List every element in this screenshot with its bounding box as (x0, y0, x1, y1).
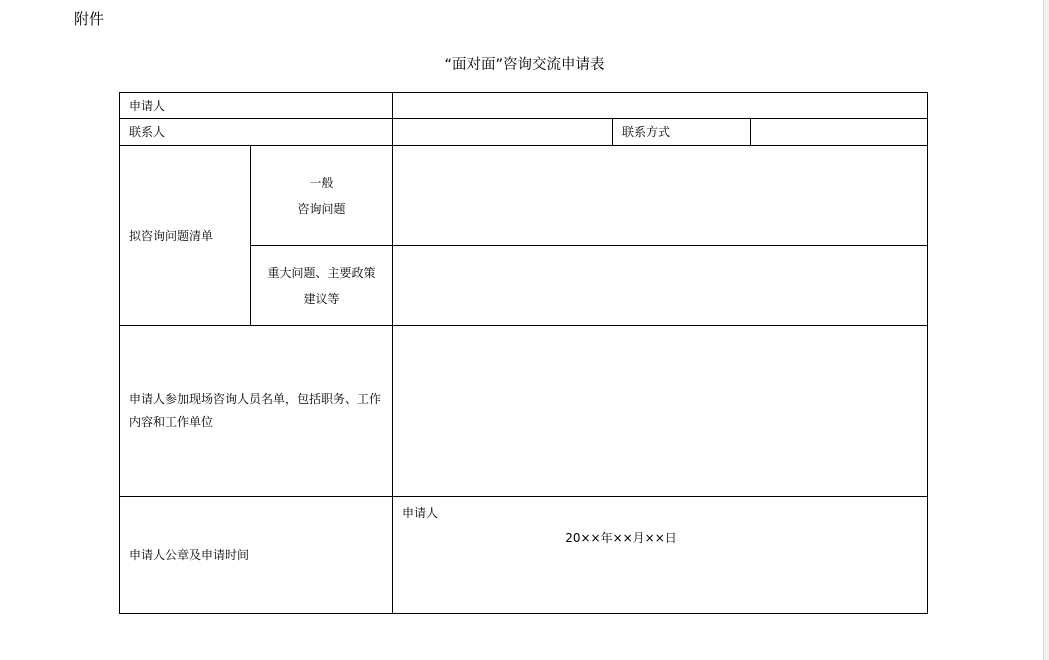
general-questions-line1: 一般 (309, 175, 334, 190)
contact-label-cell (119, 118, 393, 146)
applicant-label-cell (119, 92, 393, 119)
attendees-label-cell (119, 325, 393, 497)
seal-label-cell (119, 496, 393, 614)
attendees-label-line1: 申请人参加现场咨询人员名单，包括职务、工作 (129, 392, 382, 406)
contact-method-label-cell (612, 118, 751, 146)
contact-label: 联系人 (129, 125, 166, 139)
major-issues-line2: 建议等 (303, 291, 340, 306)
attendees-label-line2: 内容和工作单位 (129, 415, 214, 429)
major-issues-label-cell (250, 245, 393, 326)
applicant-label: 申请人 (129, 98, 166, 113)
attachment-label: 附件 (74, 10, 105, 28)
seal-label: 申请人公章及申请时间 (129, 548, 250, 562)
general-questions-line2: 咨询问题 (297, 201, 346, 216)
seal-value-cell[interactable] (392, 496, 928, 614)
form-title: “面对面”咨询交流申请表 (444, 57, 605, 73)
applicant-value-cell[interactable] (392, 92, 928, 119)
question-list-label: 拟咨询问题清单 (129, 228, 214, 243)
attendees-value-cell[interactable] (392, 325, 928, 497)
major-issues-value-cell[interactable] (392, 245, 928, 326)
contact-method-value-cell[interactable] (750, 118, 928, 146)
general-questions-value-cell[interactable] (392, 145, 928, 246)
general-questions-label-cell (250, 145, 393, 246)
question-list-label-cell (119, 145, 251, 326)
seal-date: 20××年××月××日 (565, 531, 677, 545)
seal-applicant-label: 申请人 (402, 506, 439, 520)
scrollbar[interactable] (1043, 0, 1049, 660)
contact-method-label: 联系方式 (622, 125, 671, 139)
major-issues-line1: 重大问题、主要政策 (267, 265, 376, 280)
contact-value-cell[interactable] (392, 118, 613, 146)
